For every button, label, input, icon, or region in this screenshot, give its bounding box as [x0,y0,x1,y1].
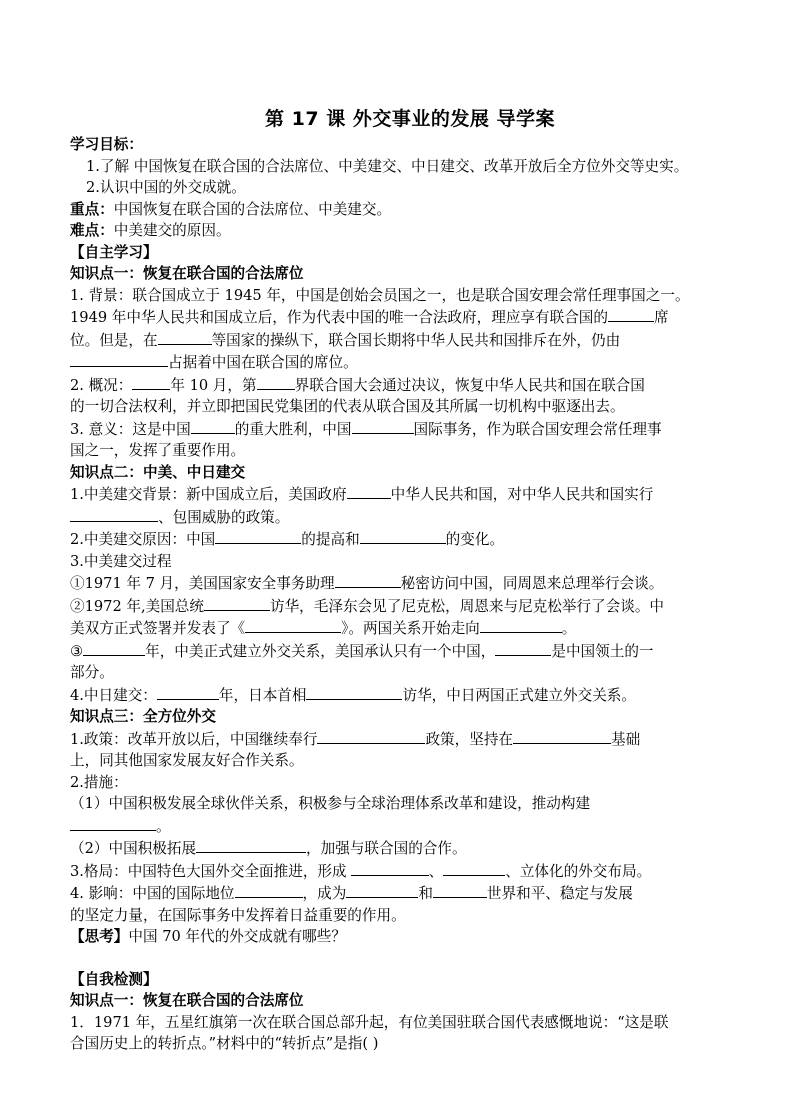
fill-blank[interactable] [346,882,418,898]
page-title: 第 17 课 外交事业的发展 导学案 [265,108,555,130]
fill-blank[interactable] [495,640,551,656]
k2-line-8 [70,640,720,663]
text: 界联合国大会通过决议，恢复中华人民共和国在联合国 [294,376,645,394]
k2-line-3 [70,528,720,551]
k3-line-5 [70,815,720,838]
fill-blank[interactable] [158,329,212,345]
fill-blank[interactable] [70,351,168,367]
k3-line-3: 2.措施： [70,773,128,791]
fill-blank[interactable] [132,374,170,390]
text: 世界和平、稳定与发展 [486,885,633,902]
text: 席 [653,309,669,326]
text: 3. 意义：这是中国 [70,420,191,438]
fill-blank[interactable] [513,728,611,744]
k1-line-3 [70,329,720,352]
fill-blank[interactable] [204,595,270,611]
fill-blank[interactable] [83,640,145,656]
think-line [70,926,720,948]
k2-line-10 [70,684,720,707]
question-1-line-2: 合国历史上的转折点。”材料中的“转折点”是指( ) [70,1035,379,1052]
k1-line-1: 1. 背景：联合国成立于 1945 年，中国是创始会员国之一，也是联合国安理会常任理事国之一。 [70,286,690,304]
text: 等国家的操纵下，联合国长期将中华人民共和国排斥在外，仍由 [211,331,621,349]
k1-line-2 [70,306,720,329]
k3-line-7 [70,860,720,883]
fill-blank[interactable] [352,418,414,434]
text: 的提高和 [301,531,360,548]
text: ，成为 [302,885,347,902]
k1-line-7 [70,418,720,441]
text: 1.中美建交背景：新中国成立后，美国政府 [70,486,347,503]
fill-blank[interactable] [306,684,402,700]
text: 占据着中国在联合国的席位。 [168,354,358,371]
text: 年 10 月，第 [170,376,257,394]
fill-blank[interactable] [215,528,301,544]
fill-blank[interactable] [608,306,654,322]
document-page [70,104,720,1055]
text: ，加强与联合国的合作。 [306,840,467,857]
knowledge-1-heading: 知识点一：恢复在联合国的合法席位 [70,265,304,282]
difficult-point-label: 难点： [70,222,114,239]
fill-blank[interactable] [157,684,219,700]
objective-item-1: 1.了解 中国恢复在联合国的合法席位、中美建交、中日建交、改革开放后全方位外交等史实。 [86,157,689,175]
k2-line-6 [70,595,720,618]
text: 的重大胜利，中国 [234,420,352,438]
text: 2.中美建交原因：中国 [70,531,216,548]
text: 。 [156,817,171,835]
fill-blank[interactable] [433,882,487,898]
text: 3.格局：中国特色大国外交全面推进，形成 [70,862,347,880]
k2-line-2 [70,506,720,529]
text: 4.中日建交： [70,686,157,704]
key-point-label: 重点： [70,200,114,218]
text: 。 [561,620,577,637]
k3-line-2: 上，同其他国家发展友好合作关系。 [70,752,304,769]
text: 、立体化的外交布局。 [505,862,652,880]
key-point-line [70,199,720,221]
text: 中华人民共和国，对中华人民共和国实行 [390,486,654,503]
fill-blank[interactable] [191,418,235,434]
think-text: 中国 70 年代的外交成就有哪些？ [128,928,346,945]
fill-blank[interactable] [70,815,156,831]
k3-line-9: 的坚定力量，在国际事务中发挥着日益重要的作用。 [70,906,406,924]
text: 美双方正式签署并发表了《 [70,620,246,637]
k1-line-4 [70,351,720,374]
text: 1.政策：改革开放以后，中国继续奉行 [70,730,318,748]
fill-blank[interactable] [480,617,562,633]
text: 、包围威胁的政策。 [158,508,290,526]
text: 2. 概况： [70,376,133,394]
text: 是中国领土的一 [551,642,654,660]
text: ③ [70,642,84,660]
fill-blank[interactable] [335,572,401,588]
text: 国际事务，作为联合国安理会常任理事 [413,420,662,438]
k3-line-8 [70,882,720,905]
spacer [70,948,720,969]
k2-line-1 [70,483,720,506]
k1-line-5 [70,374,720,397]
text: 位。但是，在 [70,331,158,349]
text: 访华，毛泽东会见了尼克松，周恩来与尼克松举行了会谈。中 [269,597,665,615]
text: 》。两国关系开始走向 [341,620,480,637]
text: 1949 年中华人民共和国成立后，作为代表中国的唯一合法政府，理应享有联合国的 [70,309,608,326]
k2-line-7 [70,617,720,640]
fill-blank[interactable] [235,882,303,898]
think-label: 【思考】 [70,928,129,945]
objective-item-2: 2.认识中国的外交成就。 [86,179,246,196]
text: 政策，坚持在 [425,730,514,748]
fill-blank[interactable] [196,837,306,853]
fill-blank[interactable] [317,728,425,744]
text: 、 [428,862,444,880]
fill-blank[interactable] [351,860,429,876]
text: ①1971 年 7 月，美国国家安全事务助理 [70,575,335,592]
k1-line-8: 国之一，发挥了重要作用。 [70,442,246,459]
fill-blank[interactable] [70,506,158,522]
difficult-point-text: 中美建交的原因。 [113,222,231,239]
key-point-text: 中国恢复在联合国的合法席位、中美建交。 [113,200,392,218]
fill-blank[interactable] [245,617,341,633]
self-test-knowledge-1-heading: 知识点一：恢复在联合国的合法席位 [70,992,304,1009]
fill-blank[interactable] [257,374,295,390]
k1-line-6: 的一切合法权利，并立即把国民党集团的代表从联合国及其所属一切机构中驱逐出去。 [70,398,625,415]
fill-blank[interactable] [360,528,446,544]
text: ②1972 年,美国总统 [70,597,204,615]
objectives-heading: 学习目标： [70,136,143,153]
text: 的变化。 [445,531,505,548]
k3-line-6 [70,837,720,860]
knowledge-2-heading: 知识点二：中美、中日建交 [70,463,246,481]
knowledge-3-heading: 知识点三：全方位外交 [70,708,216,725]
k3-line-4: （1）中国积极发展全球伙伴关系，积极参与全球治理体系改革和建设，推动构建 [70,795,591,812]
self-test-heading: 【自我检测】 [70,970,158,988]
k2-line-5 [70,572,720,595]
self-study-heading: 【自主学习】 [70,243,158,261]
k3-line-1 [70,728,720,751]
fill-blank[interactable] [347,483,391,499]
text: 年，日本首相 [218,686,307,704]
question-1-line-1: 1．1971 年，五星红旗第一次在联合国总部升起，有位美国驻联合国代表感慨地说：“这是联 [70,1013,669,1031]
text: 基础 [611,730,641,748]
text: 年，中美正式建立外交关系，美国承认只有一个中国， [145,642,496,660]
k2-line-9: 部分。 [70,664,114,681]
k2-line-4: 3.中美建交过程 [70,552,172,570]
text: 访华，中日两国正式建立外交关系。 [402,686,636,704]
text: （2）中国积极拓展 [70,840,197,857]
text: 秘密访问中国，同周恩来总理举行会谈。 [400,575,664,592]
text: 4. 影响：中国的国际地位 [70,885,235,902]
difficult-point-line [70,220,720,242]
fill-blank[interactable] [443,860,505,876]
text: 和 [418,885,433,902]
